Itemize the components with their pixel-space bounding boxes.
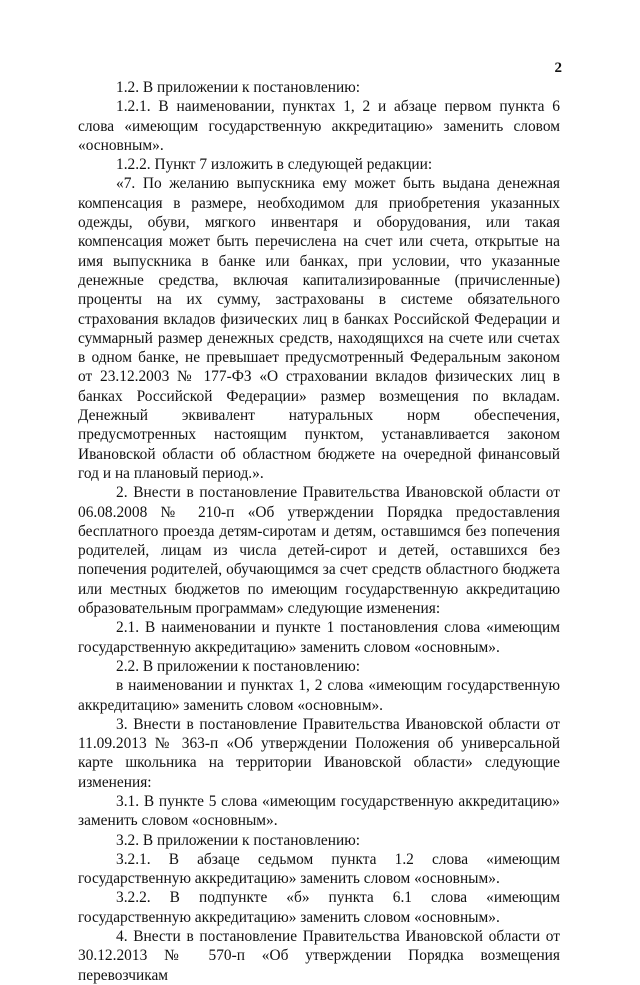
paragraph-3-1: 3.1. В пункте 5 слова «имеющим государственную аккредитацию» заменить словом «основным». [78,792,560,830]
paragraph-1-2-2: 1.2.2. Пункт 7 изложить в следующей редакции: [116,156,433,174]
paragraph-2-1: 2.1. В наименовании и пункте 1 постановления слова «имеющим государственную аккредитацию» заменить словом «основным». [78,619,560,656]
paragraph-3-2-2: 3.2.2. В подпункте «б» пункта 6.1 слова «имеющим государственную аккредитацию» заменить словом «основным». [78,889,560,926]
paragraph-2-2-text: в наименовании и пунктах 1, 2 слова «имеющим государственную аккредитацию» заменить словом «основным». [78,677,560,714]
paragraph-4: 4. Внести в постановление Правительства Ивановской области от 30.12.2013 № 570-п «Об утверждении Порядка возмещения перевозчикам [78,928,560,984]
paragraph-1-2-1: 1.2.1. В наименовании, пунктах 1, 2 и абзаце первом пункта 6 слова «имеющим государственную аккредитацию» заменить словом «основным». [78,98,560,154]
page-number: 2 [554,60,562,76]
paragraph-3-2: 3.2. В приложении к постановлению: [116,831,360,849]
paragraph-2: 2. Внести в постановление Правительства Ивановской области от 06.08.2008 № 210-п «Об утверждении Порядка предоставления бесплатного проезда детям-сиротам и детям, оставшимся без попечения родителей, лицам из числа детей-сирот и детей, оставшихся без попечения родителей, обучающимся за счет средств областного бюджета или местных бюджетов по имеющим государственную аккредитацию образовательным программам» следующие изменения: [78,484,560,618]
document-body [78,78,560,985]
paragraph-2-2: 2.2. В приложении к постановлению: [116,657,360,675]
paragraph-1-2: 1.2. В приложении к постановлению: [116,79,360,96]
paragraph-point-7: «7. По желанию выпускника ему может быть выдана денежная компенсация в размере, необходимом для приобретения указанных одежды, обуви, мягкого инвентаря и оборудования, или такая компенсация может быть перечислена на счет или счета, открытые на имя выпускника в банке или банках, при условии, что указанные денежные средства, включая капитализированные (причисленные) проценты на их сумму, застрахованы в системе обязательного страхования вкладов физических лиц в банках Российской Федерации и суммарный размер денежных средств, находящихся на счете или счетах в одном банке, не превышает предусмотренный Федеральным законом от 23.12.2003 № 177-ФЗ «О страховании вкладов физических лиц в банках Российской Федерации» размер возмещения по вкладам. Денежный эквивалент натуральных норм обеспечения, предусмотренных настоящим пунктом, устанавливается законом Ивановской области об областном бюджете на очередной финансовый год и на плановый период.». [78,175,560,482]
paragraph-3-2-1: 3.2.1. В абзаце седьмом пункта 1.2 слова «имеющим государственную аккредитацию» заменить словом «основным». [78,850,560,888]
paragraph-3: 3. Внести в постановление Правительства Ивановской области от 11.09.2013 № 363-п «Об утверждении Положения об универсальной карте школьника на территории Ивановской области» следующие изменения: [78,715,560,791]
